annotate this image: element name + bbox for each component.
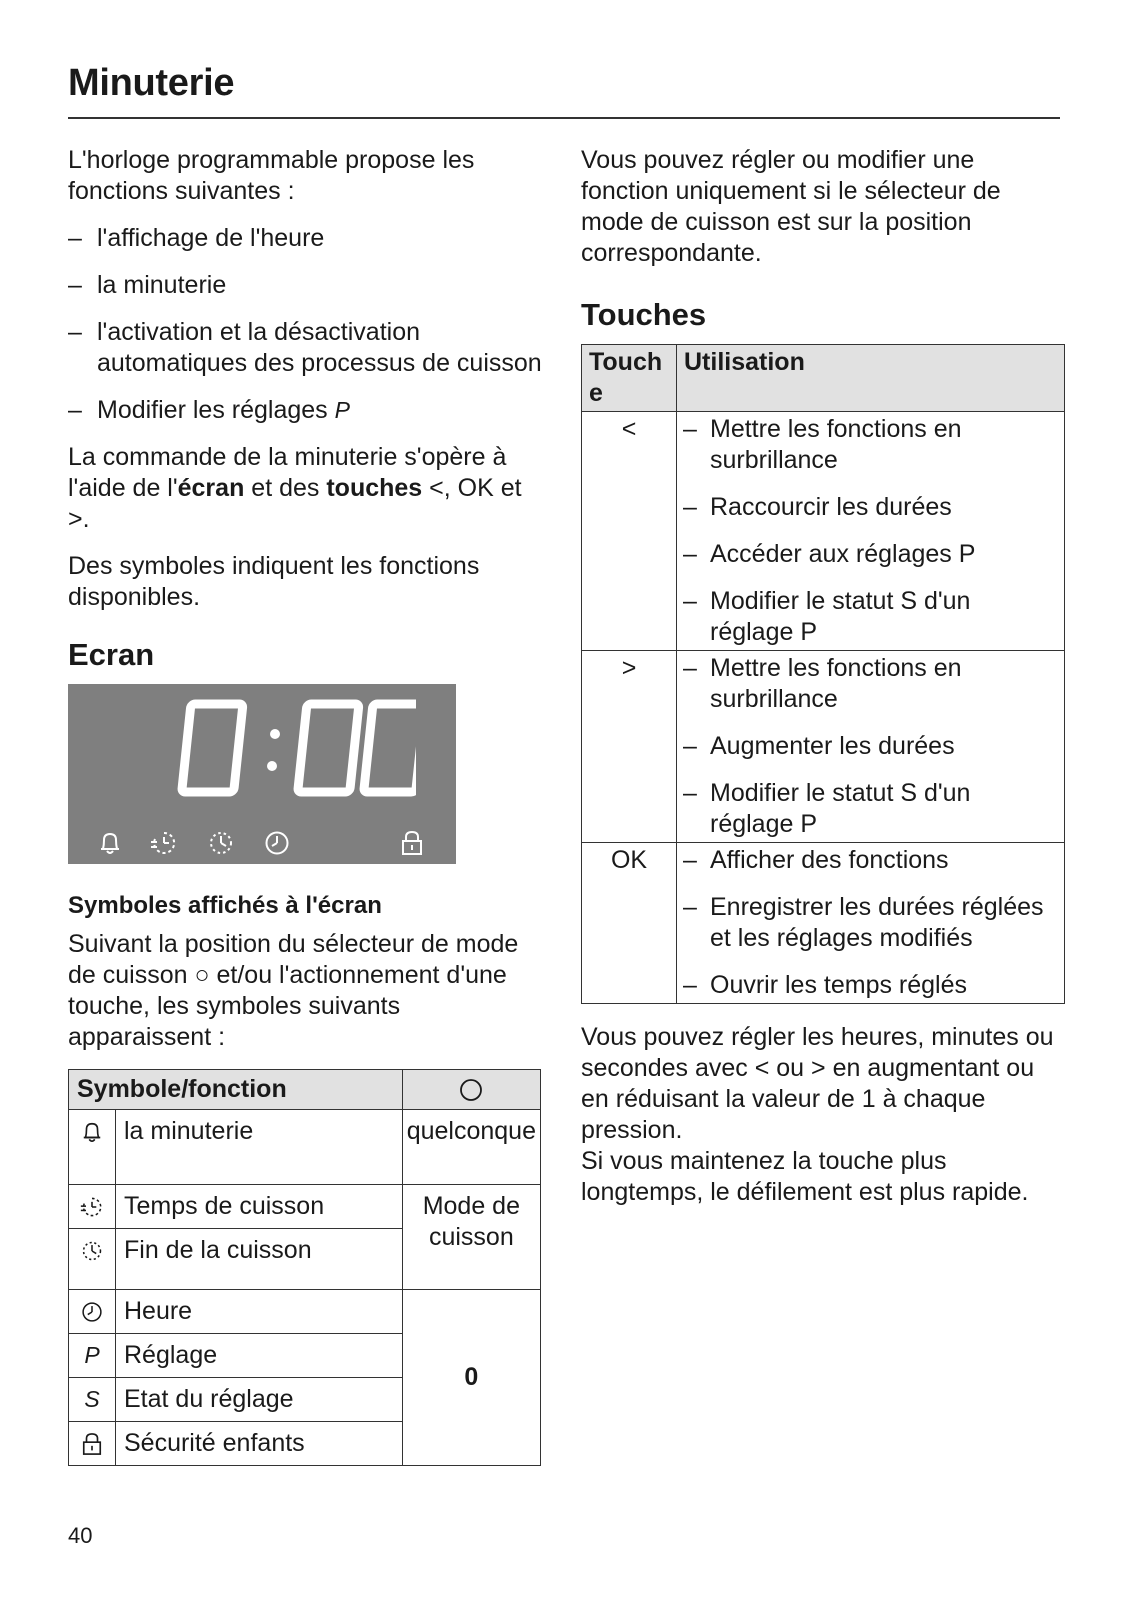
symbols-table bbox=[68, 1069, 541, 1466]
list-item: – Ouvrir les temps réglés bbox=[683, 970, 1058, 1001]
symbol-label: Réglage bbox=[116, 1334, 403, 1378]
clock-icon bbox=[69, 1290, 116, 1334]
symbols-heading: Symboles affichés à l'écran bbox=[68, 892, 382, 919]
reglage-symbol bbox=[69, 1334, 116, 1378]
symbol-value: 0 bbox=[402, 1290, 540, 1466]
list-item: – Mettre les fonctions en surbrillance bbox=[683, 653, 1058, 715]
list-item: – Accéder aux réglages P bbox=[683, 539, 1058, 570]
adjust-text: Vous pouvez régler les heures, minutes ou secondes avec < ou > en augmentant ou en réduisant la valeur de 1 à chaque pression. bbox=[581, 1023, 1054, 1144]
symbols-note: Des symboles indiquent les fonctions disponibles. bbox=[68, 552, 480, 611]
right-intro-text: Vous pouvez régler ou modifier une fonction uniquement si le sélecteur de mode de cuisson est sur la position correspondante. bbox=[581, 146, 1001, 267]
key-ok: OK bbox=[582, 843, 677, 1004]
command-text-bold: écran bbox=[177, 474, 245, 502]
reglage-symbol-glyph: P bbox=[84, 1342, 100, 1368]
function-list bbox=[68, 223, 548, 426]
table-row bbox=[69, 1290, 541, 1334]
list-item: – Modifier le statut S d'un réglage P bbox=[683, 586, 1058, 648]
symbols-table-header-icon bbox=[402, 1070, 540, 1110]
uses-list bbox=[683, 845, 1058, 1001]
uses-list bbox=[683, 653, 1058, 840]
symbol-label: Heure bbox=[116, 1290, 403, 1334]
symbol-label: la minuterie bbox=[116, 1110, 403, 1185]
selector-circle-icon bbox=[459, 1078, 483, 1102]
command-text-part: <, OK et >. bbox=[68, 474, 522, 533]
lock-icon bbox=[69, 1422, 116, 1466]
list-item-label: Modifier les réglages bbox=[97, 396, 328, 424]
end-of-cooking-icon bbox=[69, 1229, 116, 1290]
hold-text: Si vous maintenez la touche plus longtemps, le défilement est plus rapide. bbox=[581, 1147, 1029, 1206]
table-row bbox=[582, 843, 1065, 1004]
list-item: – l'affichage de l'heure bbox=[68, 223, 548, 254]
symbols-text: Suivant la position du sélecteur de mode de cuisson ○ et/ou l'actionnement d'une touche, les symboles suivants apparaissent : bbox=[68, 930, 519, 1051]
symbol-value: quelconque bbox=[402, 1110, 540, 1185]
right-column bbox=[581, 145, 1061, 1224]
list-item bbox=[68, 395, 548, 426]
uses-list bbox=[683, 414, 1058, 648]
touches-header-key: Touche bbox=[582, 345, 677, 412]
key-uses bbox=[677, 412, 1065, 651]
key-uses bbox=[677, 651, 1065, 843]
list-item: – Augmenter les durées bbox=[683, 731, 1058, 762]
intro-text: L'horloge programmable propose les fonctions suivantes : bbox=[68, 146, 475, 205]
touches-heading: Touches bbox=[581, 297, 707, 332]
symbols-table-header: Symbole/fonction bbox=[69, 1070, 403, 1110]
list-item: – Modifier le statut S d'un réglage P bbox=[683, 778, 1058, 840]
list-item: – Enregistrer les durées réglées et les réglages modifiés bbox=[683, 892, 1058, 954]
left-column bbox=[68, 145, 548, 1466]
page-title: Minuterie bbox=[68, 62, 235, 104]
table-row bbox=[69, 1110, 541, 1185]
command-text bbox=[68, 442, 548, 535]
list-item: – Raccourcir les durées bbox=[683, 492, 1058, 523]
symbol-label: Etat du réglage bbox=[116, 1378, 403, 1422]
key-greater: > bbox=[582, 651, 677, 843]
table-row bbox=[69, 1185, 541, 1229]
bell-icon bbox=[98, 827, 122, 858]
table-row bbox=[582, 651, 1065, 843]
list-item: – Mettre les fonctions en surbrillance bbox=[683, 414, 1058, 476]
ecran-heading: Ecran bbox=[68, 637, 155, 672]
page-number: 40 bbox=[68, 1523, 93, 1548]
display-screen bbox=[68, 684, 456, 864]
touches-header-uses: Utilisation bbox=[677, 345, 1065, 412]
list-item: – Afficher des fonctions bbox=[683, 845, 1058, 876]
cooking-time-icon bbox=[150, 827, 178, 858]
touches-table bbox=[581, 344, 1065, 1004]
cooking-time-icon bbox=[69, 1185, 116, 1229]
table-row bbox=[582, 412, 1065, 651]
clock-icon bbox=[264, 827, 290, 858]
symbol-value: Mode de cuisson bbox=[402, 1185, 540, 1290]
key-less: < bbox=[582, 412, 677, 651]
list-item: – la minuterie bbox=[68, 270, 548, 301]
status-symbol bbox=[69, 1378, 116, 1422]
command-text-part: et des bbox=[244, 474, 327, 502]
command-text-bold: touches bbox=[326, 474, 423, 502]
list-item: – l'activation et la désactivation automatiques des processus de cuisson bbox=[68, 317, 548, 379]
screen-time-display bbox=[176, 694, 416, 804]
status-symbol-glyph: S bbox=[84, 1386, 100, 1412]
bell-icon bbox=[69, 1110, 116, 1185]
symbol-label: Sécurité enfants bbox=[116, 1422, 403, 1466]
screen-time-text: 0:00 bbox=[176, 694, 178, 695]
symbol-label: Fin de la cuisson bbox=[116, 1229, 403, 1290]
key-uses bbox=[677, 843, 1065, 1004]
command-text-part: La commande de la minuterie s'opère à l'aide de l' bbox=[68, 443, 507, 502]
title-rule bbox=[68, 117, 1060, 119]
lock-icon bbox=[400, 827, 424, 858]
reglage-symbol: P bbox=[334, 397, 350, 423]
symbol-label: Temps de cuisson bbox=[116, 1185, 403, 1229]
end-of-cooking-icon bbox=[208, 827, 234, 858]
